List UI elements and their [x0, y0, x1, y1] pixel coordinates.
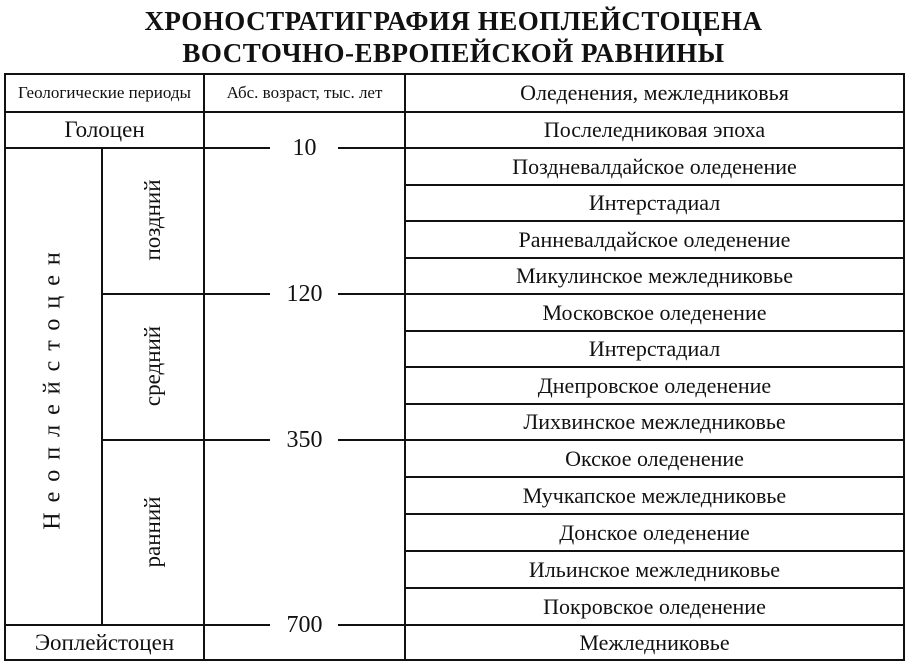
- event-ilyinsk-interglacial: Ильинское межледниковье: [528, 556, 781, 582]
- period-neopleistocene: Неоплейстоцен: [39, 242, 66, 530]
- event-postglacial: Послеледниковая эпоха: [543, 116, 766, 142]
- age-label-700: 700: [286, 611, 323, 638]
- middle-early-divider: [101, 439, 205, 441]
- event-interstadial-1: Интерстадиал: [588, 190, 721, 215]
- header-events: Оледенения, межледниковья: [520, 80, 789, 105]
- late-middle-divider: [101, 293, 205, 295]
- period-holocene: Голоцен: [64, 116, 145, 142]
- event-interstadial-2: Интерстадиал: [588, 336, 721, 361]
- header-periods: Геологические периоды: [18, 83, 191, 102]
- subperiod-late: поздний: [140, 179, 165, 261]
- event-moscow-glaciation: Московское оледенение: [542, 299, 767, 325]
- holocene-bottom-line: [4, 147, 205, 149]
- subperiod-middle: средний: [140, 325, 165, 407]
- title-line-1: ХРОНОСТРАТИГРАФИЯ НЕОПЛЕЙСТОЦЕНА: [144, 6, 763, 36]
- header-age: Абс. возраст, тыс. лет: [226, 83, 383, 102]
- event-mikulino-interglacial: Микулинское межледниковье: [516, 263, 793, 288]
- event-likhvin-interglacial: Лихвинское межледниковье: [523, 409, 786, 434]
- event-dnieper-glaciation: Днепровское оледенение: [537, 372, 772, 398]
- age-label-120: 120: [286, 280, 323, 307]
- periods-column-divider: [203, 73, 205, 661]
- event-pokrov-glaciation: Покровское оледенение: [543, 593, 766, 619]
- subperiod-early: ранний: [140, 496, 165, 568]
- event-oka-glaciation: Окское оледенение: [565, 445, 744, 471]
- event-muchkap-interglacial: Мучкапское межледниковье: [522, 482, 787, 508]
- event-early-valdai-glaciation: Ранневалдайское оледенение: [518, 226, 791, 252]
- age-label-10: 10: [292, 134, 317, 161]
- table-bottom-border: [4, 659, 905, 661]
- event-interglacial: Межледниковье: [579, 629, 730, 655]
- table-left-border: [4, 73, 6, 661]
- subperiod-divider: [101, 149, 103, 624]
- title-line-2: ВОСТОЧНО-ЕВРОПЕЙСКОЙ РАВНИНЫ: [182, 38, 725, 68]
- age-label-350: 350: [286, 426, 323, 453]
- event-late-valdai-glaciation: Поздневалдайское оледенение: [512, 153, 797, 179]
- period-eopleistocene: Эоплейстоцен: [34, 629, 175, 655]
- event-don-glaciation: Донское оледенение: [559, 519, 750, 545]
